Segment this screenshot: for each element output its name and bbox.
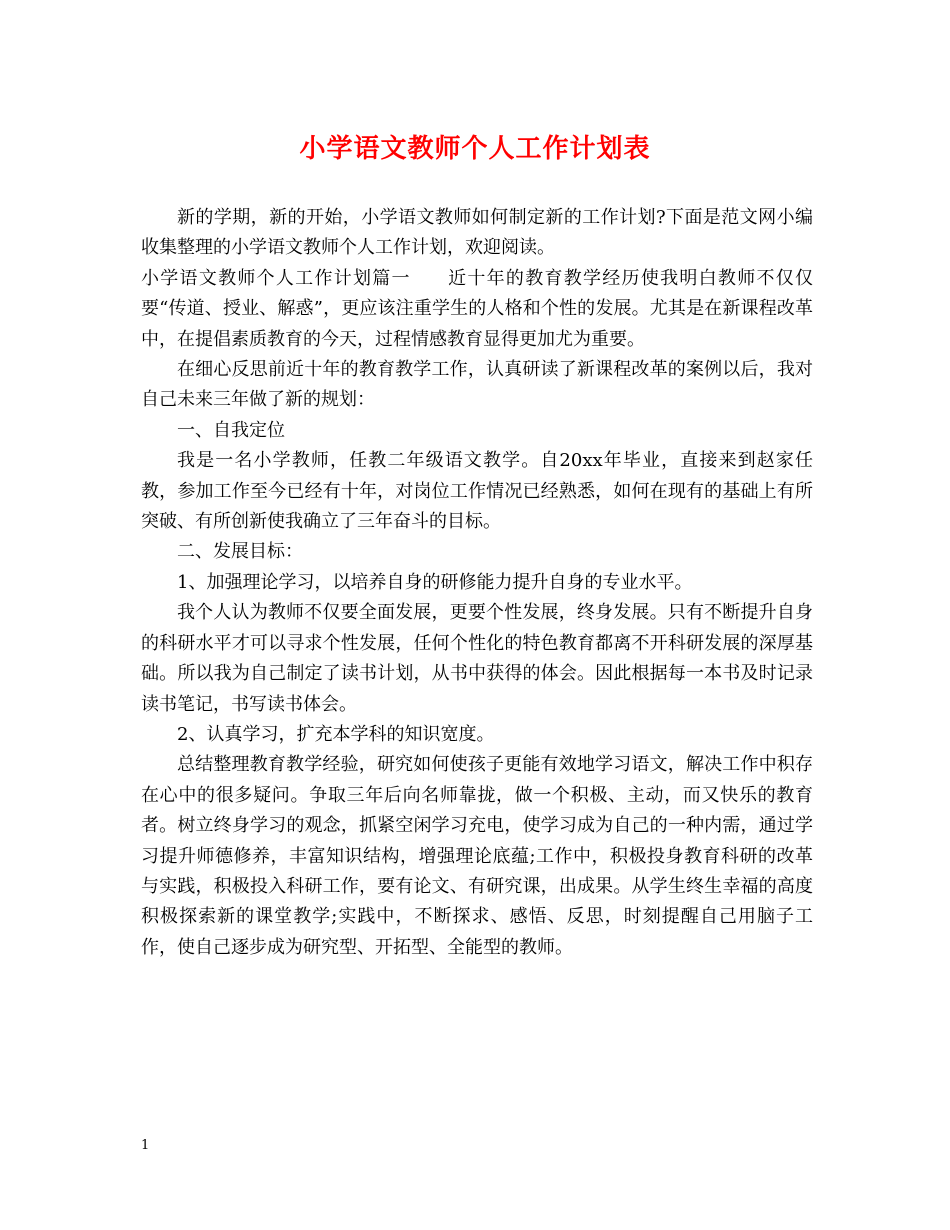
body-paragraph-reflection: 在细心反思前近十年的教育教学工作，认真研读了新课程改革的案例以后，我对自己未来三年做了新的规划： (141, 359, 813, 411)
heading-self-positioning: 一、自我定位 (177, 419, 285, 441)
goal-item-1: 1、加强理论学习，以培养自身的研修能力提升自身的专业水平。 (177, 571, 693, 593)
section-heading: 小学语文教师个人工作计划篇一 (141, 267, 411, 289)
body-paragraph-self-positioning: 我是一名小学教师，任教二年级语文教学。自20xx年毕业，直接来到赵家任教，参加工作至今已经有十年，对岗位工作情况已经熟悉，如何在现有的基础上有所突破、有所创新使我确立了三年奋斗的目标。 (141, 450, 813, 533)
body-paragraph-goal-2: 总结整理教育教学经验，研究如何使孩子更能有效地学习语文，解决工作中积存在心中的很多疑问。争取三年后向名师靠拢，做一个积极、主动，而又快乐的教育者。树立终身学习的观念，抓紧空闲学习充电，使学习成为自己的一种内需，通过学习提升师德修养，丰富知识结构，增强理论底蕴;工作中，积极投身教育科研的改革与实践，积极投入科研工作，要有论文、有研究课，出成果。从学生终生幸福的高度积极探索新的课堂教学;实践中，不断探求、感悟、反思，时刻提醒自己用脑子工作，使自己逐步成为研究型、开拓型、全能型的教师。 (141, 754, 813, 958)
goal-item-2: 2、认真学习，扩充本学科的知识宽度。 (177, 723, 495, 745)
intro-paragraph: 新的学期，新的开始，小学语文教师如何制定新的工作计划?下面是范文网小编收集整理的小学语文教师个人工作计划，欢迎阅读。 (141, 207, 813, 259)
document-title: 小学语文教师个人工作计划表 (299, 134, 651, 164)
body-paragraph-goal-1: 我个人认为教师不仅要全面发展，更要个性发展，终身发展。只有不断提升自身的科研水平才可以寻求个性发展，任何个性化的特色教育都离不开科研发展的深厚基础。所以我为自己制定了读书计划，从书中获得的体会。因此根据每一本书及时记录读书笔记，书写读书体会。 (141, 602, 813, 715)
section-heading-paragraph (141, 264, 813, 355)
page-number: 1 (141, 1138, 150, 1153)
section-first-paragraph: 近十年的教育教学经历使我明白教师不仅仅要“传道、授业、解惑”，更应该注重学生的人格和个性的发展。尤其是在新课程改革中，在提倡素质教育的今天，过程情感教育显得更加尤为重要。 (141, 267, 814, 350)
document-body (141, 203, 813, 963)
heading-development-goals: 二、发展目标： (177, 541, 303, 563)
